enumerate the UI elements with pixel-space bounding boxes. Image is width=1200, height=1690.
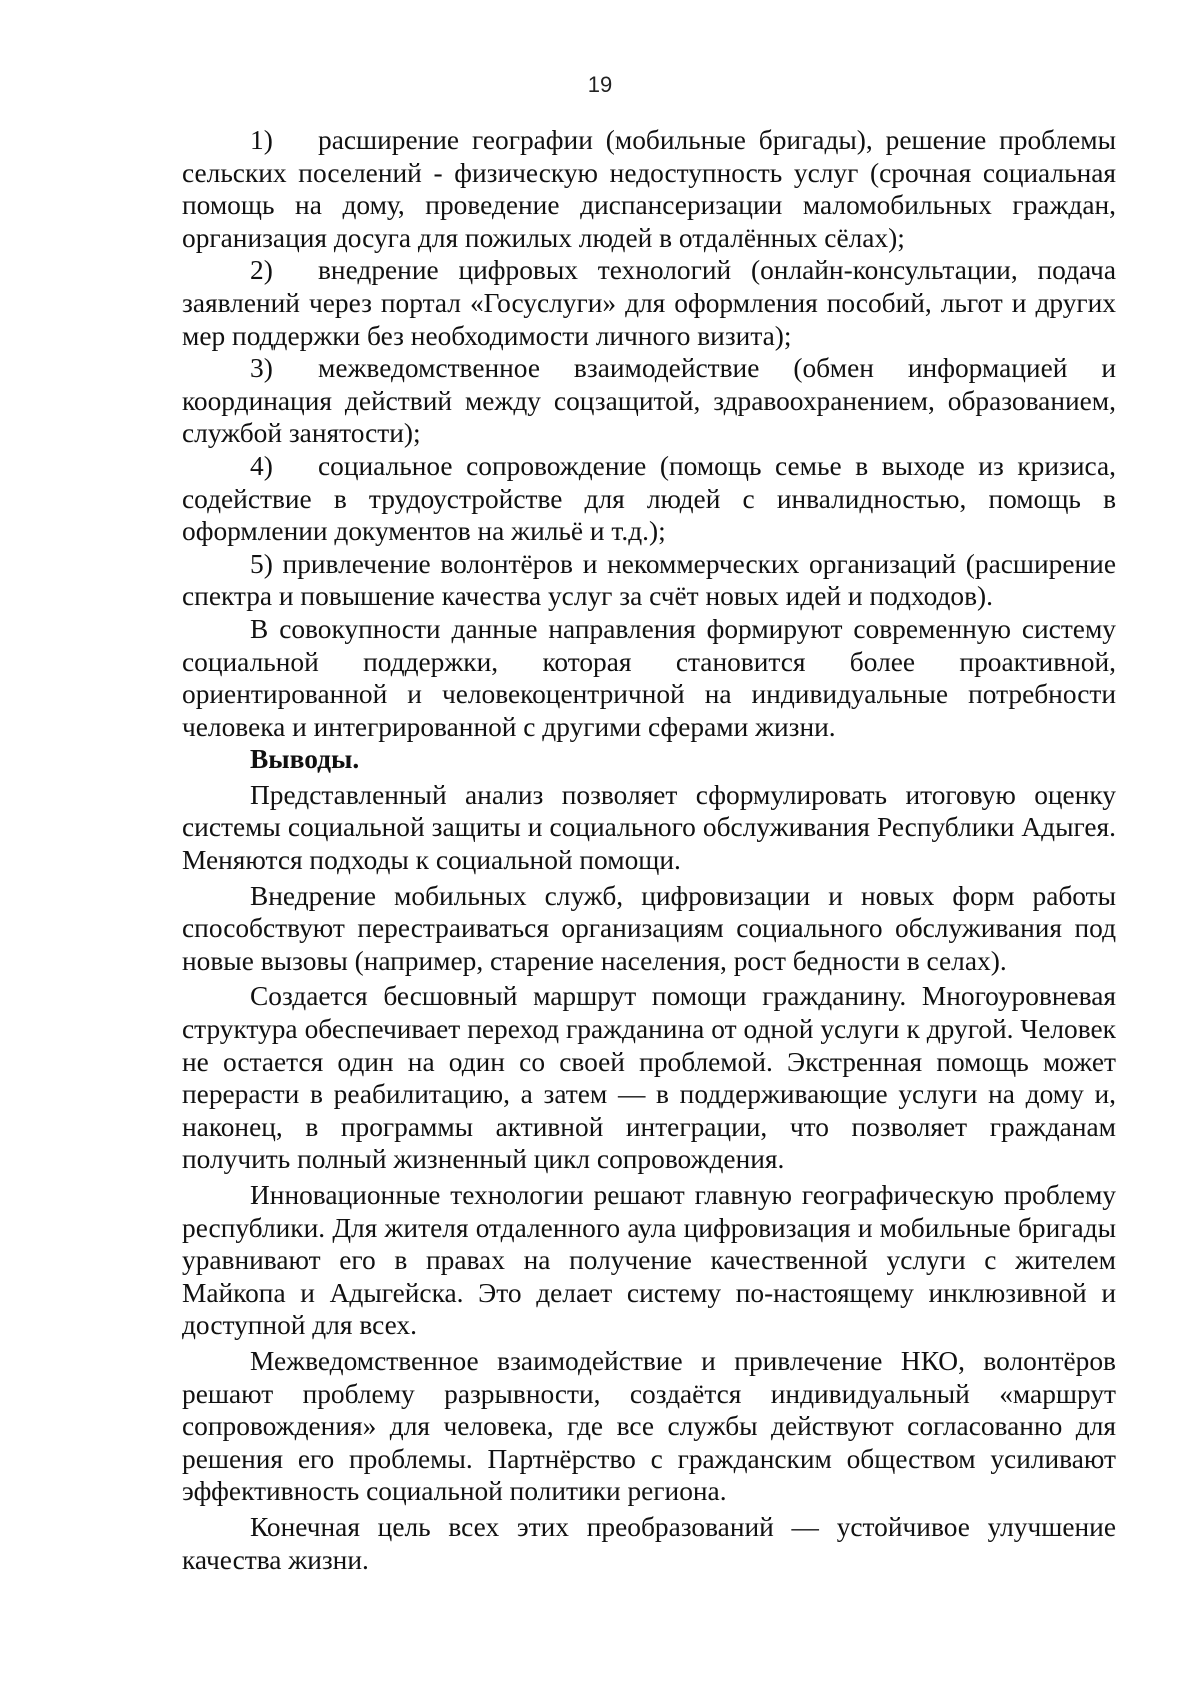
conclusion-paragraph-5: Межведомственное взаимодействие и привлечение НКО, волонтёров решают проблему разрывности, создаётся индивидуальный «маршрут сопровождения» для человека, где все службы действуют согласованно для решения его проблемы. Партнёрство с гражданским обществом усиливают эффективность социальной политики региона. bbox=[182, 1345, 1116, 1507]
conclusion-paragraph-1: Представленный анализ позволяет сформулировать итоговую оценку системы социальной защиты и социального обслуживания Республики Адыгея. Меняются подходы к социальной помощи. bbox=[182, 779, 1116, 876]
page-number: 19 bbox=[587, 72, 613, 97]
list-item-1 bbox=[182, 124, 1116, 254]
conclusion-paragraph-2: Внедрение мобильных служб, цифровизации и новых форм работы способствуют перестраиваться организациям социального обслуживания под новые вызовы (например, старение населения, рост бедности в селах). bbox=[182, 880, 1116, 976]
list-item-text: внедрение цифровых технологий (онлайн-консультации, подача заявлений через портал «Госуслуги» для оформления пособий, льгот и других мер поддержки без необходимости личного визита); bbox=[182, 255, 1116, 351]
list-item-4 bbox=[182, 450, 1116, 548]
list-item-2 bbox=[182, 254, 1116, 352]
list-item-3 bbox=[182, 352, 1116, 450]
conclusion-paragraph-4: Инновационные технологии решают главную географическую проблему республики. Для жителя отдаленного аула цифровизация и мобильные бригады уравнивают его в правах на получение качественной услуги с жителем Майкопа и Адыгейска. Это делает систему по-настоящему инклюзивной и доступной для всех. bbox=[182, 1180, 1116, 1341]
list-item-number: 1) bbox=[250, 125, 273, 155]
list-item-5: 5) привлечение волонтёров и некоммерческих организаций (расширение спектра и повышение качества услуг за счёт новых идей и подходов). bbox=[182, 548, 1116, 612]
list-item-text: межведомственное взаимодействие (обмен информацией и координация действий между соцзащитой, здравоохранением, образованием, службой занятости); bbox=[182, 353, 1116, 449]
list-item-number: 3) bbox=[250, 353, 273, 384]
summary-paragraph: В совокупности данные направления формируют современную систему социальной поддержки, которая становится более проактивной, ориентированной и человекоцентричной на индивидуальные потребности человека и интегрированной с другими сферами жизни. bbox=[182, 613, 1116, 742]
page-body bbox=[182, 124, 1116, 1576]
conclusion-paragraph-3: Создается бесшовный маршрут помощи гражданину. Многоуровневая структура обеспечивает переход гражданина от одной услуги к другой. Человек не остается один на один со своей проблемой. Экстренная помощь может перерасти в реабилитацию, а затем — в поддерживающие услуги на дому и, наконец, в программы активной интеграции, что позволяет гражданам получить полный жизненный цикл сопровождения. bbox=[182, 981, 1116, 1175]
conclusions-heading: Выводы. bbox=[250, 744, 360, 775]
list-item-text: социальное сопровождение (помощь семье в выходе из кризиса, содействие в трудоустройстве для людей с инвалидностью, помощь в оформлении документов на жильё и т.д.); bbox=[182, 450, 1116, 547]
list-item-text: расширение географии (мобильные бригады), решение проблемы сельских поселений - физическую недоступность услуг (срочная социальная помощь на дому, проведение диспансеризации маломобильных граждан, организация досуга для пожилых людей в отдалённых сёлах); bbox=[182, 125, 1116, 253]
list-item-number: 4) bbox=[250, 450, 273, 481]
conclusion-paragraph-6: Конечная цель всех этих преобразований — устойчивое улучшение качества жизни. bbox=[182, 1511, 1116, 1575]
list-item-number: 2) bbox=[250, 255, 273, 286]
